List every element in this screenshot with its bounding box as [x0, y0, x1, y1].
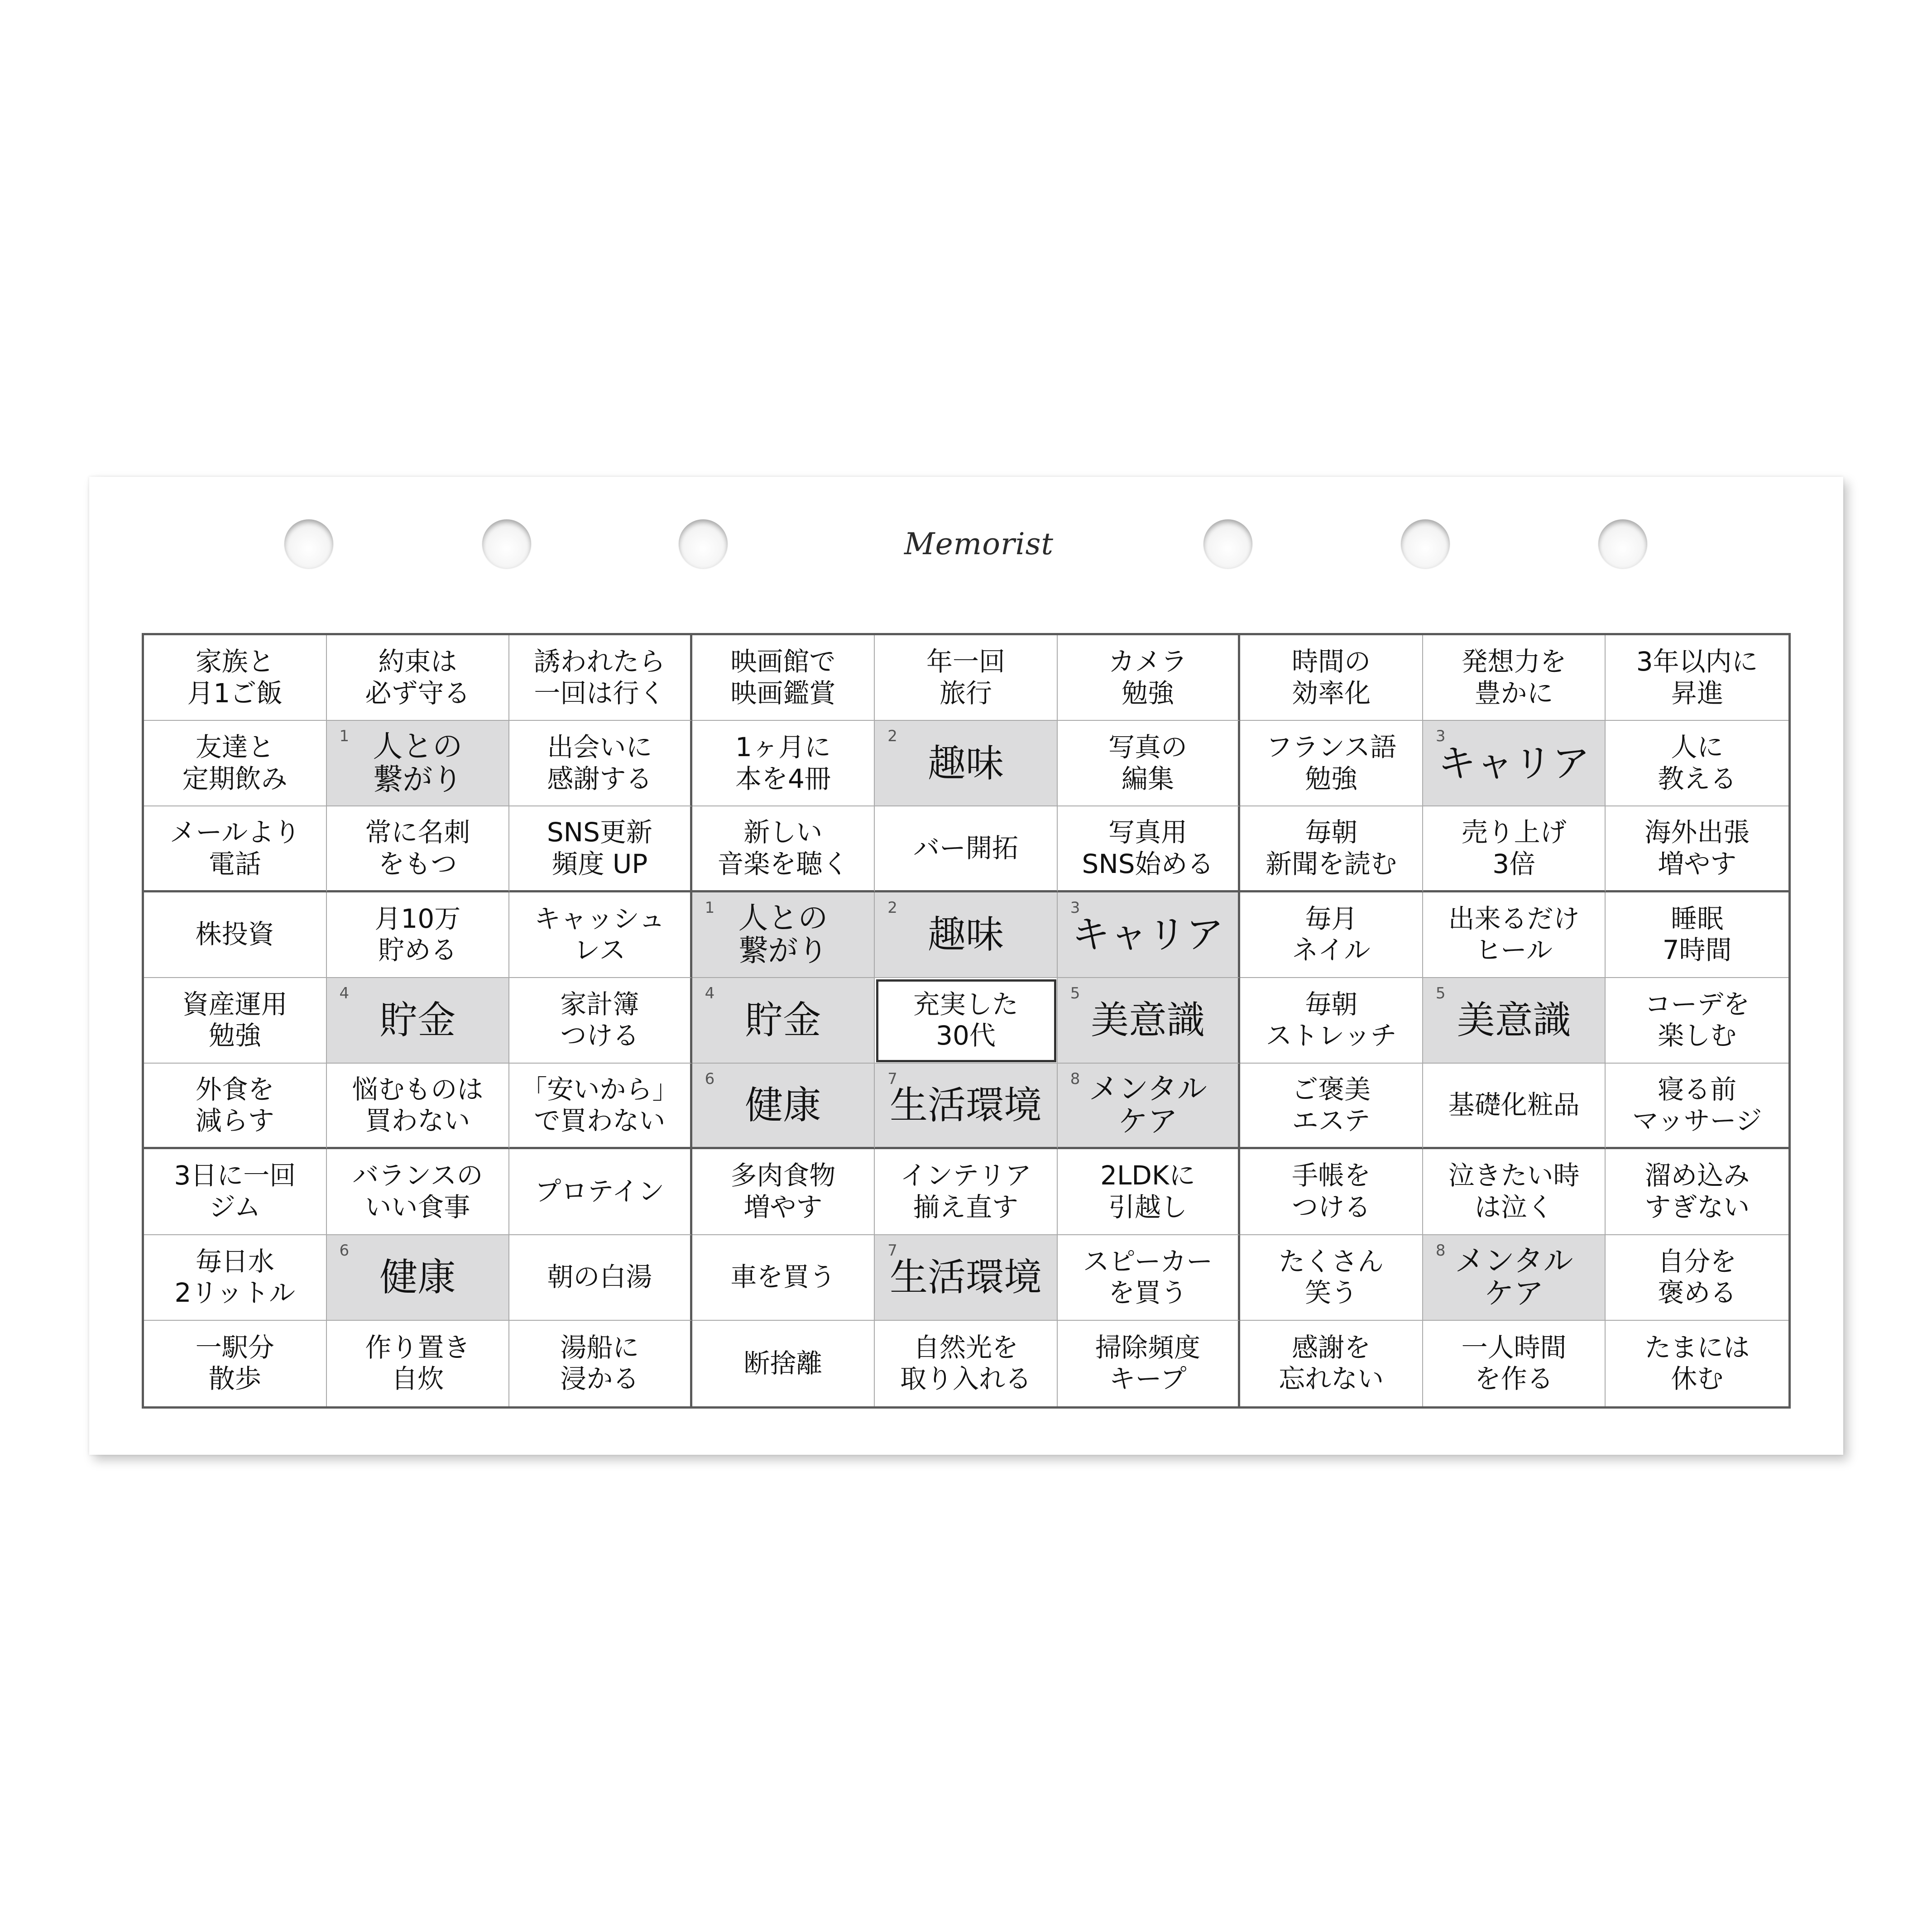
- cell-text: 「安いから」 で買わない: [521, 1074, 679, 1136]
- goal-cell: [1058, 721, 1241, 806]
- goal-cell: [692, 1235, 875, 1321]
- theme-cell: [327, 978, 510, 1064]
- goal-cell: [1606, 892, 1788, 978]
- binder-hole: [1401, 519, 1450, 568]
- cell-text: コーデを 楽しむ: [1644, 988, 1750, 1051]
- goal-cell: [1606, 1235, 1788, 1321]
- goal-cell: [692, 635, 875, 721]
- cell-text: キャッシュ レス: [534, 903, 665, 966]
- cell-text: 自分を 褒める: [1658, 1246, 1737, 1309]
- goal-cell: [692, 806, 875, 892]
- goal-cell: [1240, 721, 1423, 806]
- goal-cell: [327, 635, 510, 721]
- central-goal-cell: [875, 978, 1058, 1064]
- binder-hole: [679, 519, 728, 568]
- cell-text: 人に 教える: [1658, 732, 1737, 794]
- cell-text: フランス語 勉強: [1266, 732, 1397, 794]
- cell-text: インテリア 揃え直す: [900, 1160, 1031, 1222]
- cell-text: 一駅分 散歩: [195, 1332, 274, 1395]
- cell-text: 毎月 ネイル: [1292, 903, 1371, 966]
- binder-hole: [284, 519, 333, 568]
- goal-cell: [1240, 806, 1423, 892]
- goal-cell: [509, 1321, 692, 1406]
- goal-cell: [1606, 635, 1788, 721]
- cell-text: 毎朝 ストレッチ: [1266, 988, 1397, 1051]
- theme-number: 7: [887, 1241, 897, 1260]
- cell-text: キャリア: [1438, 741, 1590, 786]
- cell-text: 感謝を 忘れない: [1279, 1332, 1384, 1395]
- goal-cell: [509, 1064, 692, 1149]
- cell-text: 充実した 30代: [913, 988, 1018, 1051]
- cell-text: バランスの いい食事: [352, 1160, 483, 1222]
- goal-cell: [1606, 721, 1788, 806]
- cell-text: 1ヶ月に 本を4冊: [735, 732, 831, 794]
- theme-number: 8: [1435, 1241, 1446, 1260]
- cell-text: 3日に一回 ジム: [174, 1160, 296, 1222]
- goal-cell: [144, 892, 327, 978]
- cell-text: 写真の 編集: [1108, 732, 1188, 794]
- cell-text: 貯金: [745, 998, 821, 1043]
- cell-text: 健康: [745, 1083, 821, 1128]
- goal-cell: [509, 892, 692, 978]
- goal-cell: [875, 806, 1058, 892]
- goal-cell: [1058, 635, 1241, 721]
- goal-cell: [509, 978, 692, 1064]
- goal-cell: [1240, 635, 1423, 721]
- cell-text: 誘われたら 一回は行く: [534, 646, 666, 709]
- goal-cell: [1423, 1149, 1606, 1235]
- cell-text: 資産運用 勉強: [182, 988, 288, 1051]
- binder-hole: [1598, 519, 1647, 568]
- goal-cell: [1240, 978, 1423, 1064]
- theme-cell: [875, 892, 1058, 978]
- goal-cell: [692, 721, 875, 806]
- cell-text: 生活環境: [889, 1083, 1042, 1128]
- theme-cell: [875, 1235, 1058, 1321]
- goal-cell: [1606, 1064, 1788, 1149]
- theme-number: 3: [1435, 727, 1446, 746]
- goal-cell: [1240, 1149, 1423, 1235]
- goal-cell: [509, 1149, 692, 1235]
- goal-cell: [1058, 806, 1241, 892]
- cell-text: 睡眠 7時間: [1662, 903, 1732, 966]
- cell-text: 毎朝 新聞を読む: [1266, 816, 1397, 879]
- goal-cell: [1058, 1321, 1241, 1406]
- goal-cell: [875, 1321, 1058, 1406]
- theme-cell: [327, 721, 510, 806]
- goal-cell: [144, 721, 327, 806]
- cell-text: 家計簿 つける: [560, 988, 639, 1051]
- cell-text: 美意識: [1091, 998, 1205, 1043]
- cell-text: 手帳を つける: [1292, 1160, 1371, 1222]
- theme-cell: [327, 1235, 510, 1321]
- goal-cell: [144, 1235, 327, 1321]
- cell-text: 年一回 旅行: [926, 646, 1005, 709]
- cell-text: 映画館で 映画鑑賞: [730, 646, 836, 709]
- cell-text: 3年以内に 昇進: [1636, 646, 1758, 709]
- cell-text: たまには 休む: [1644, 1332, 1750, 1395]
- goal-cell: [144, 635, 327, 721]
- goal-cell: [327, 1149, 510, 1235]
- goal-cell: [1423, 806, 1606, 892]
- cell-text: プロテイン: [535, 1176, 665, 1207]
- cell-text: 人との 繋がり: [373, 729, 463, 797]
- goal-cell: [1606, 1149, 1788, 1235]
- cell-text: 人との 繋がり: [738, 900, 828, 968]
- theme-number: 5: [1070, 984, 1080, 1002]
- goal-cell: [144, 806, 327, 892]
- theme-number: 2: [887, 898, 897, 917]
- binder-hole: [482, 519, 531, 568]
- cell-text: たくさん 笑う: [1279, 1246, 1384, 1309]
- cell-text: 健康: [379, 1255, 456, 1299]
- theme-number: 8: [1070, 1070, 1080, 1088]
- theme-cell: [1423, 978, 1606, 1064]
- goal-cell: [327, 1321, 510, 1406]
- cell-text: 作り置き 自炊: [365, 1332, 470, 1395]
- goal-cell: [327, 806, 510, 892]
- goal-cell: [509, 635, 692, 721]
- goal-cell: [1058, 1235, 1241, 1321]
- theme-number: 1: [339, 727, 350, 746]
- cell-text: 自然光を 取り入れる: [900, 1332, 1031, 1395]
- cell-text: 悩むものは 買わない: [352, 1074, 484, 1136]
- theme-cell: [875, 721, 1058, 806]
- theme-number: 2: [887, 727, 897, 746]
- goal-cell: [1423, 1064, 1606, 1149]
- cell-text: スピーカー を買う: [1083, 1246, 1213, 1309]
- cell-text: 毎日水 2リットル: [174, 1246, 296, 1309]
- theme-number: 4: [705, 984, 715, 1002]
- goal-cell: [327, 1064, 510, 1149]
- cell-text: 発想力を 豊かに: [1461, 646, 1567, 709]
- cell-text: 新しい 音楽を聴く: [717, 816, 849, 879]
- goal-cell: [1606, 978, 1788, 1064]
- cell-text: 株投資: [195, 919, 274, 950]
- goal-cell: [509, 1235, 692, 1321]
- cell-text: ご褒美 エステ: [1292, 1074, 1371, 1136]
- cell-text: 売り上げ 3倍: [1461, 816, 1567, 879]
- cell-text: SNS更新 頻度 UP: [547, 816, 652, 879]
- cell-text: 寝る前 マッサージ: [1632, 1074, 1762, 1136]
- cell-text: 湯船に 浸かる: [560, 1332, 639, 1395]
- cell-text: バー開拓: [913, 832, 1018, 863]
- cell-text: 外食を 減らす: [195, 1074, 274, 1136]
- cell-text: 常に名刺 をもつ: [365, 816, 470, 879]
- cell-text: 多肉食物 増やす: [730, 1160, 836, 1222]
- goal-cell: [144, 1064, 327, 1149]
- cell-text: カメラ 勉強: [1108, 646, 1188, 709]
- cell-text: 出来るだけ ヒール: [1448, 903, 1580, 966]
- goal-cell: [1606, 806, 1788, 892]
- cell-text: 月10万 貯める: [374, 903, 461, 966]
- goal-cell: [327, 892, 510, 978]
- brand-logo: Memorist: [904, 527, 1054, 561]
- cell-text: 美意識: [1457, 998, 1571, 1043]
- goal-cell: [509, 721, 692, 806]
- cell-text: 2LDKに 引越し: [1100, 1160, 1195, 1222]
- theme-cell: [875, 1064, 1058, 1149]
- cell-text: 写真用 SNS始める: [1082, 816, 1214, 879]
- theme-number: 3: [1070, 898, 1080, 917]
- theme-cell: [692, 1064, 875, 1149]
- theme-number: 5: [1435, 984, 1446, 1002]
- cell-text: 家族と 月1ご飯: [187, 646, 283, 709]
- cell-text: メールより 電話: [169, 816, 301, 879]
- binder-refill-page: [89, 477, 1843, 1455]
- cell-text: 溜め込み すぎない: [1644, 1160, 1750, 1222]
- goal-cell: [1606, 1321, 1788, 1406]
- theme-cell: [1058, 978, 1241, 1064]
- goal-cell: [1240, 892, 1423, 978]
- cell-text: 約束は 必ず守る: [365, 646, 470, 709]
- goal-cell: [1058, 1149, 1241, 1235]
- goal-cell: [144, 1149, 327, 1235]
- cell-text: 掃除頻度 キープ: [1095, 1332, 1201, 1395]
- goal-cell: [692, 1149, 875, 1235]
- goal-cell: [1240, 1235, 1423, 1321]
- theme-number: 7: [887, 1070, 897, 1088]
- theme-number: 4: [339, 984, 350, 1002]
- cell-text: 基礎化粧品: [1448, 1089, 1580, 1121]
- cell-text: 趣味: [927, 912, 1004, 957]
- theme-cell: [1423, 1235, 1606, 1321]
- cell-text: 泣きたい時 は泣く: [1448, 1160, 1580, 1222]
- cell-text: 断捨離: [743, 1347, 823, 1379]
- goal-cell: [875, 635, 1058, 721]
- theme-number: 6: [339, 1241, 350, 1260]
- theme-cell: [692, 978, 875, 1064]
- cell-text: 出会いに 感謝する: [547, 732, 652, 794]
- mandala-chart-grid: [142, 633, 1791, 1409]
- goal-cell: [1423, 892, 1606, 978]
- theme-cell: [1423, 721, 1606, 806]
- goal-cell: [144, 978, 327, 1064]
- cell-text: 一人時間 を作る: [1461, 1332, 1567, 1395]
- cell-text: 時間の 効率化: [1292, 646, 1371, 709]
- goal-cell: [875, 1149, 1058, 1235]
- theme-number: 6: [705, 1070, 715, 1088]
- cell-text: 朝の白湯: [547, 1261, 652, 1293]
- binder-hole: [1203, 519, 1252, 568]
- theme-cell: [1058, 1064, 1241, 1149]
- cell-text: 海外出張 増やす: [1644, 816, 1750, 879]
- cell-text: 趣味: [927, 741, 1004, 786]
- goal-cell: [1240, 1064, 1423, 1149]
- cell-text: 貯金: [379, 998, 456, 1043]
- theme-cell: [692, 892, 875, 978]
- goal-cell: [1240, 1321, 1423, 1406]
- theme-number: 1: [705, 898, 715, 917]
- goal-cell: [1423, 1321, 1606, 1406]
- goal-cell: [692, 1321, 875, 1406]
- cell-text: メンタル ケア: [1454, 1243, 1573, 1311]
- theme-cell: [1058, 892, 1241, 978]
- goal-cell: [1423, 635, 1606, 721]
- cell-text: 生活環境: [889, 1255, 1042, 1299]
- cell-text: 友達と 定期飲み: [182, 732, 288, 794]
- goal-cell: [144, 1321, 327, 1406]
- cell-text: メンタル ケア: [1088, 1071, 1207, 1139]
- cell-text: キャリア: [1072, 912, 1224, 957]
- cell-text: 車を買う: [730, 1261, 836, 1293]
- goal-cell: [509, 806, 692, 892]
